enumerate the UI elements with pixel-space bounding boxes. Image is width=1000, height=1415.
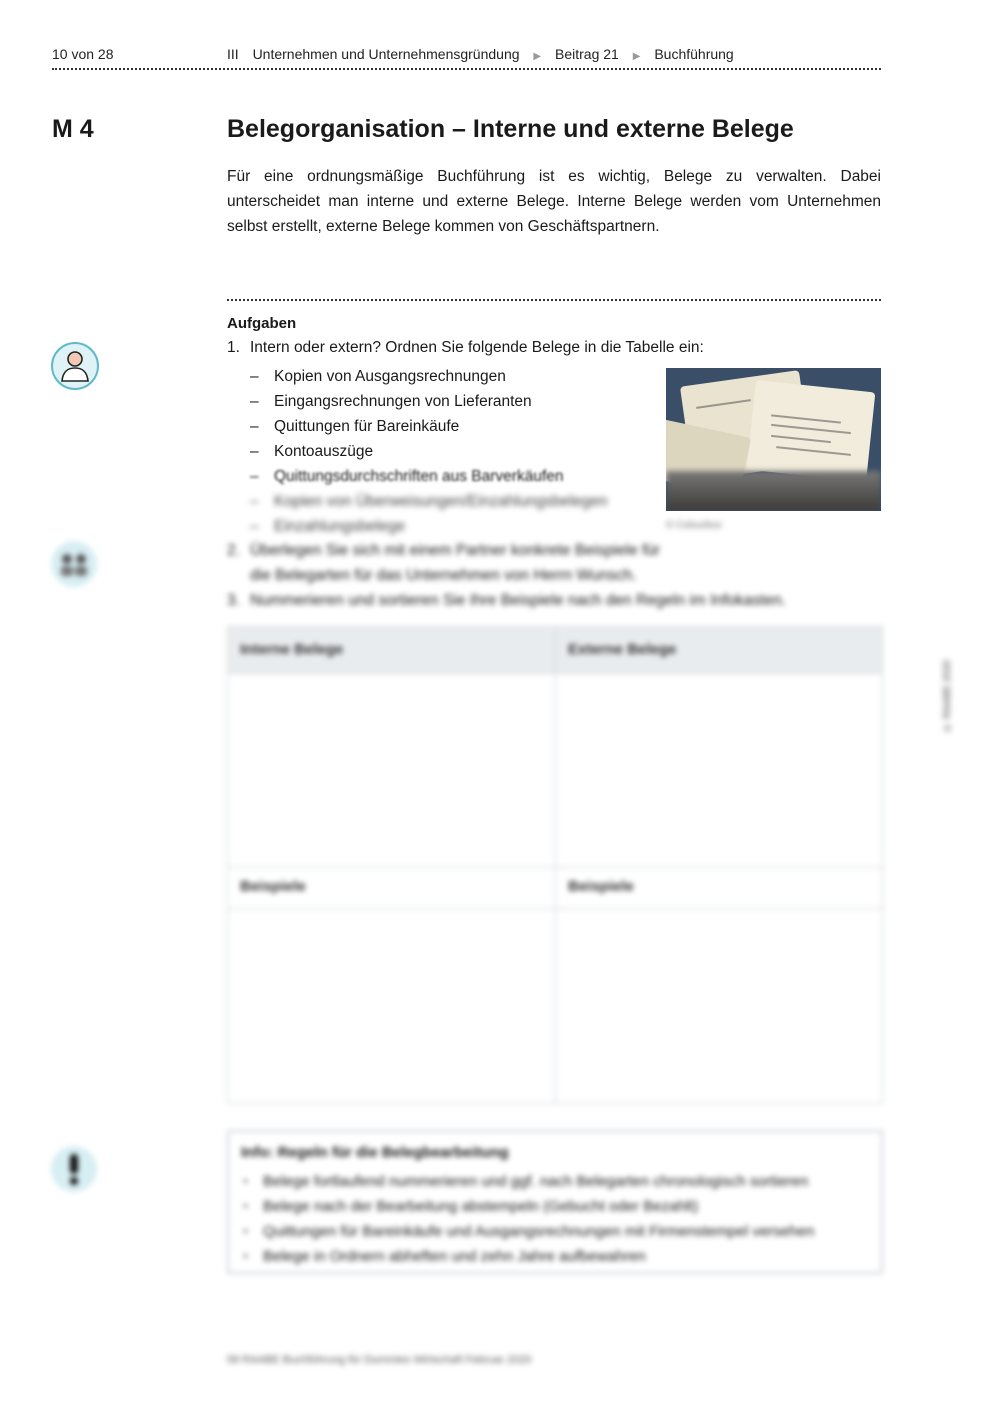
task-2-continued	[227, 563, 786, 588]
further-tasks	[227, 538, 786, 613]
header-divider	[52, 68, 881, 70]
page-number: 10 von 28	[52, 46, 114, 62]
task-text: Intern oder extern? Ordnen Sie folgende Belege in die Tabelle ein:	[250, 339, 704, 356]
page-header	[52, 44, 881, 68]
task-number: 2.	[227, 542, 240, 559]
list-item: • Belege in Ordnern abheften und zehn Jahre aufbewahren	[241, 1244, 814, 1269]
task-text: die Belegarten für das Unternehmen von Herrn Wunsch.	[250, 567, 637, 584]
person-icon	[51, 342, 99, 390]
tasks-heading: Aufgaben	[227, 315, 297, 332]
page-footer: 58 RAABE Buchführung für Dummies Wirtschaft Februar 2020	[227, 1354, 532, 1366]
triangle-right-icon: ▶	[533, 51, 542, 62]
list-item: – Kopien von Ausgangsrechnungen	[250, 364, 608, 389]
receipts-photo	[666, 368, 881, 511]
subheader-cell: Beispiele	[240, 878, 306, 895]
task-text: Überlegen Sie sich mit einem Partner konkrete Beispiele für	[250, 542, 661, 559]
info-icon	[51, 1146, 97, 1192]
list-item: – Quittungsdurchschriften aus Barverkäufen	[250, 464, 608, 489]
breadcrumb-topic: Buchführung	[654, 46, 734, 62]
list-item: – Kopien von Überweisungen/Einzahlungsbelegen	[250, 489, 608, 514]
classification-table	[227, 626, 883, 1104]
column-header: Interne Belege	[240, 641, 344, 658]
triangle-right-icon: ▶	[632, 51, 641, 62]
task-2	[227, 538, 786, 563]
table-column-divider	[555, 627, 556, 1103]
info-box-title: Info: Regeln für die Belegbearbeitung	[241, 1144, 509, 1161]
info-box-list	[241, 1169, 814, 1269]
task-3	[227, 588, 786, 613]
breadcrumb-article: Beitrag 21	[555, 46, 619, 62]
list-item: • Belege fortlaufend nummerieren und ggf. nach Belegarten chronologisch sortieren	[241, 1169, 814, 1194]
task-1	[227, 339, 704, 357]
list-item: – Einzahlungsbelege	[250, 514, 608, 539]
task-number: 3.	[227, 592, 240, 609]
breadcrumb-part: III	[227, 46, 239, 62]
list-item: • Quittungen für Bareinkäufe und Ausgangsrechnungen mit Firmenstempel versehen	[241, 1219, 814, 1244]
list-item: • Belege nach der Bearbeitung abstempeln (Gebucht oder Bezahlt)	[241, 1194, 814, 1219]
task-number: 1.	[227, 339, 240, 356]
photo-credit: © Colourbox	[666, 520, 722, 531]
subheader-cell: Beispiele	[568, 878, 634, 895]
breadcrumb-chapter: Unternehmen und Unternehmensgründung	[252, 46, 520, 62]
intro-text: Für eine ordnungsmäßige Buchführung ist es wichtig, Belege zu verwalten. Dabei unterscheidet man interne und externe Belege. Interne Belege werden vom Unternehmen selbst erstellt, externe Belege kommen von Geschäftspartnern.	[227, 168, 881, 235]
receipt-list	[250, 364, 608, 539]
list-item: – Eingangsrechnungen von Lieferanten	[250, 389, 608, 414]
page-title: Belegorganisation – Interne und externe Belege	[227, 115, 794, 143]
list-item: – Kontoauszüge	[250, 439, 608, 464]
task-text: Nummerieren und sortieren Sie Ihre Beispiele nach den Regeln im Infokasten.	[250, 592, 786, 609]
info-box	[227, 1130, 883, 1274]
copyright-note: © RAABE 2020	[942, 660, 953, 733]
partner-work-icon	[51, 541, 97, 587]
material-label: M 4	[52, 115, 94, 143]
column-header: Externe Belege	[568, 641, 677, 658]
section-divider	[227, 299, 881, 301]
list-item: – Quittungen für Bareinkäufe	[250, 414, 608, 439]
breadcrumb	[227, 46, 744, 62]
